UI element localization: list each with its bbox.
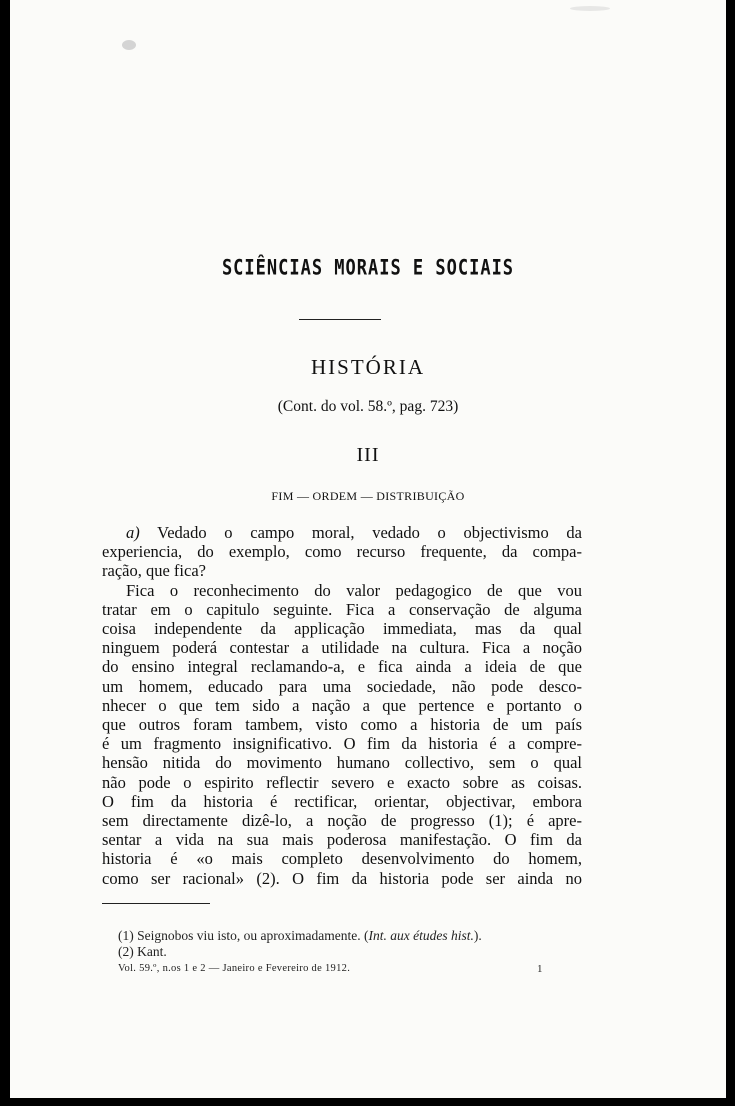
- footnote-text-end: ).: [473, 928, 482, 943]
- continuation-note: (Cont. do vol. 58.º, pag. 723): [277, 398, 459, 415]
- text-line: Fica o reconhecimento do valor pedagogico de que vou: [126, 580, 582, 600]
- body-text: [102, 523, 582, 888]
- footnote-text: (1) Seignobos viu isto, ou aproximadamente. (: [118, 928, 369, 943]
- footnote-divider: [102, 903, 210, 904]
- paragraph-marker: a): [126, 523, 140, 542]
- text-line: tratar em o capitulo seguinte. Fica a conservação de alguma: [102, 599, 582, 619]
- issue-footer: Vol. 59.º, n.os 1 e 2 — Janeiro e Fevereiro de 1912.: [118, 963, 351, 974]
- text-line: O fim da historia é rectificar, orientar, objectivar, embora: [102, 791, 582, 811]
- text-segment: Vedado o campo moral, vedado o objectivismo da: [139, 523, 582, 542]
- document-page: [10, 0, 726, 1098]
- paper-speck: [570, 6, 610, 11]
- text-line: um homem, educado para uma sociedade, não pode desco-: [102, 676, 582, 696]
- chapter-number: III: [356, 444, 380, 466]
- chapter-subtitle: FIM — ORDEM — DISTRIBUIÇÃO: [271, 489, 465, 503]
- text-line: nhecer o que tem sido a nação a que pertence e portanto o: [102, 695, 582, 715]
- text-line: sem directamente dizê-lo, a noção de progresso (1); é apre-: [102, 811, 582, 831]
- text-line: historia é «o mais completo desenvolvimento do homem,: [102, 849, 582, 869]
- text-line: ração, que fica?: [102, 561, 206, 581]
- text-line: do ensino integral reclamando-a, e fica ainda a ideia de que: [102, 657, 582, 677]
- page-title: HISTÓRIA: [311, 355, 425, 379]
- title-divider: [299, 319, 381, 320]
- text-line: como ser racional» (2). O fim da historia pode ser ainda no: [102, 868, 582, 888]
- text-line: coisa independente da applicação immediata, mas da qual: [102, 619, 582, 639]
- text-line: ninguem poderá contestar a utilidade na cultura. Fica a noção: [102, 638, 582, 658]
- footnote-citation: Int. aux études hist.: [368, 928, 474, 943]
- text-line: não pode o espirito reflectir severo e exacto sobre as coisas.: [102, 772, 582, 792]
- text-line: experiencia, do exemplo, como recurso frequente, da compa-: [102, 542, 582, 562]
- text-line: sentar a vida na sua mais poderosa manifestação. O fim da: [102, 830, 582, 850]
- paper-speck: [122, 40, 136, 50]
- text-line: é um fragmento insignificativo. O fim da historia é a compre-: [102, 734, 582, 754]
- footnote-2: (2) Kant.: [118, 944, 167, 959]
- section-title: SCIÊNCIAS MORAIS E SOCIAIS: [221, 255, 515, 281]
- text-line: que outros foram tambem, visto como a historia de um país: [102, 715, 582, 735]
- footnotes: [118, 928, 598, 960]
- page-number: 1: [537, 963, 543, 975]
- footnote-1: [118, 928, 598, 944]
- text-line: hensão nitida do movimento humano collectivo, sem o qual: [102, 753, 582, 773]
- text-line: [102, 523, 582, 542]
